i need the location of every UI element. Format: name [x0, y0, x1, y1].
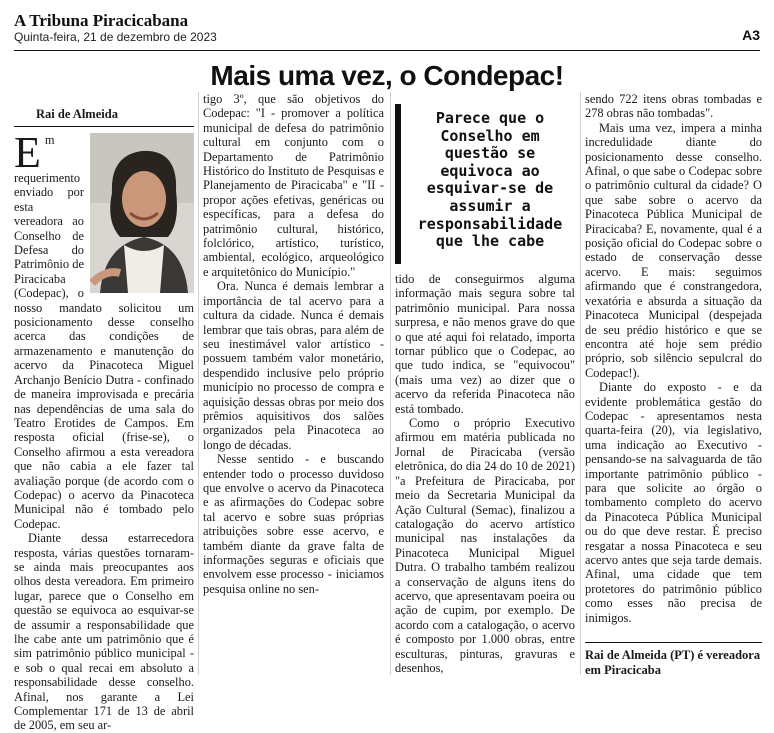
paragraph: Diante do exposto - e da evidente problemática gestão do Codepac - apresentamos nesta quarta-feira (20), via legislativo, uma indicação ao Executivo - pensando-se na salvaguarda de tão importante patrimônio público - para que solicite ao órgão o tombamento completo do acervo da Pinacoteca Pública Municipal ou do que deve restar. É preciso resgatar a nossa Pinacoteca e seu acervo antes que seja tarde demais. Afinal, uma cidade que tem protetores do patrimônio público como esses não precisa de inimigos. — [585, 380, 762, 625]
column-divider — [390, 92, 391, 675]
article-column-1 — [14, 104, 194, 733]
article-column-3 — [395, 272, 575, 675]
paragraph: m requerimento enviado por esta vereadora ao Conselho de Defesa do Patrimônio de Piracicaba (Codepac), o nosso mandato solicitou um posicionamento desse conselho acerca das condições de armazenamento e manutenção do acervo da Pinacoteca Miguel Archanjo Benício Dutra - confinado de maneira improvisada e precária nas dependências de uma sala do Teatro Erotides de Campos. Em resposta oficial (frise-se), o Conselho afirmou a esta vereadora que não cabia a ele fazer tal avaliação porque (de acordo com o Codepac) o acervo da Pinacoteca Municipal não é tombado pelo Codepac. — [14, 133, 194, 531]
column-divider — [198, 92, 199, 675]
byline: Rai de Almeida — [14, 104, 194, 127]
edition-date: Quinta-feira, 21 de dezembro de 2023 — [14, 30, 217, 44]
paragraph: Nesse sentido - e buscando entender todo o processo duvidoso que envolve o acervo da Pinacoteca e as afirmações do Codepac sobre tal acervo e sobre suas próprias atribuições sobre esse acervo, e também diante da grave falta de informações seguras e oficiais que envolvem esse processo - iniciamos pesquisa online no sen- — [203, 452, 384, 596]
paragraph: tido de conseguirmos alguma informação mais segura sobre tal patrimônio municipal. Para nossa surpresa, e não menos grave do que o que até aqui foi relatado, importa tornar público que o Codepac, ao que tudo indica, se "equivocou" (mais uma vez) ao dizer que o acervo da referida Pinacoteca não está tombado. — [395, 272, 575, 416]
author-signoff: Rai de Almeida (PT) é vereadora em Piracicaba — [585, 642, 762, 678]
paper-name: A Tribuna Piracicabana — [14, 11, 189, 30]
author-photo — [90, 133, 194, 293]
article-column-2 — [203, 92, 384, 596]
article-headline: Mais uma vez, o Condepac! — [210, 60, 564, 91]
drop-cap: E — [14, 128, 41, 177]
header-rule — [14, 50, 760, 51]
paragraph: Ora. Nunca é demais lembrar a importância de tal acervo para a cultura da cidade. Nunca é demais lembrar que tais obras, para além de seu inestimável valor artístico - possuem também valor monetário, despendido inclusive pelo próprio município no processo de compra e aquisição dessas obras por meio dos prêmios aquisitivos dos salões organizados pela Pinacoteca ao longo de décadas. — [203, 279, 384, 452]
paragraph: Mais uma vez, impera a minha incredulidade diante do posicionamento desse conselho. Afinal, o que sabe o Codepac sobre o patrimônio cultural da cidade? O que sabe sobre o acervo da Pinacoteca Pública Municipal de Piracicaba? E, novamente, qual é a posição oficial do Codepac sobre o estado de conservação desse acervo. E mais: seguimos afirmando que é constrangedora, vexatória e absurda a situação da Pinacoteca Municipal (despejada de seu prédio histórico e que se encontra até hoje sem prédio próprio, sob silêncio sepulcral do Codepac!). — [585, 120, 762, 380]
masthead — [14, 12, 217, 45]
pull-quote: Parece que o Conselho em questão se equivoca ao esquivar-se de assumir a responsabilidade que lhe cabe — [395, 104, 575, 264]
paragraph: tigo 3º, que são objetivos do Codepac: "I - promover a política municipal de defesa do patrimônio cultural em conjunto com o Departamento de Patrimônio Histórico do Instituto de Pesquisas e Planejamento de Piracicaba" e "II - propor ações efetivas, genéricas ou específicas, para a defesa do patrimônio cultural, histórico, folclórico, artístico, turístico, ambiental, ecológico, arqueológico e arquitetônico do Município." — [203, 92, 384, 279]
paragraph: sendo 722 itens obras tombadas e 278 obras não tombadas". — [585, 92, 762, 121]
paragraph: Diante dessa estarrecedora resposta, várias questões tornaram-se ainda mais preocupantes aos olhos desta vereadora. Em primeiro lugar, parece que o Conselho em questão se equivoca ao esquivar-se de assumir a responsabilidade que lhe cabe ante um patrimônio que é sim patrimônio público municipal - e sob o qual recai em absoluto a responsabilidade desse conselho. Afinal, nos garante a Lei Complementar 171 de 13 de abril de 2005, em seu ar- — [14, 531, 194, 733]
article-column-4 — [585, 92, 762, 625]
page-number: A3 — [742, 27, 760, 43]
paragraph: Como o próprio Executivo afirmou em matéria publicada no Jornal de Piracicaba (versão eletrônica, do dia 24 do 10 de 2021) "a Prefeitura de Piracicaba, por meio da Secretaria Municipal da Ação Cultural (Semac), finalizou a catalogação do acervo artístico municipal nas instalações da Pinacoteca Municipal Miguel Dutra. O trabalho também realizou a conservação de alguns itens do acervo, que apresentavam poeira ou ação de cupim, por exemplo. De acordo com a catalogação, o acervo é composto por 1.000 obras, entre esculturas, pinturas, gravuras e desenhos, — [395, 416, 575, 675]
column-divider — [580, 92, 581, 675]
